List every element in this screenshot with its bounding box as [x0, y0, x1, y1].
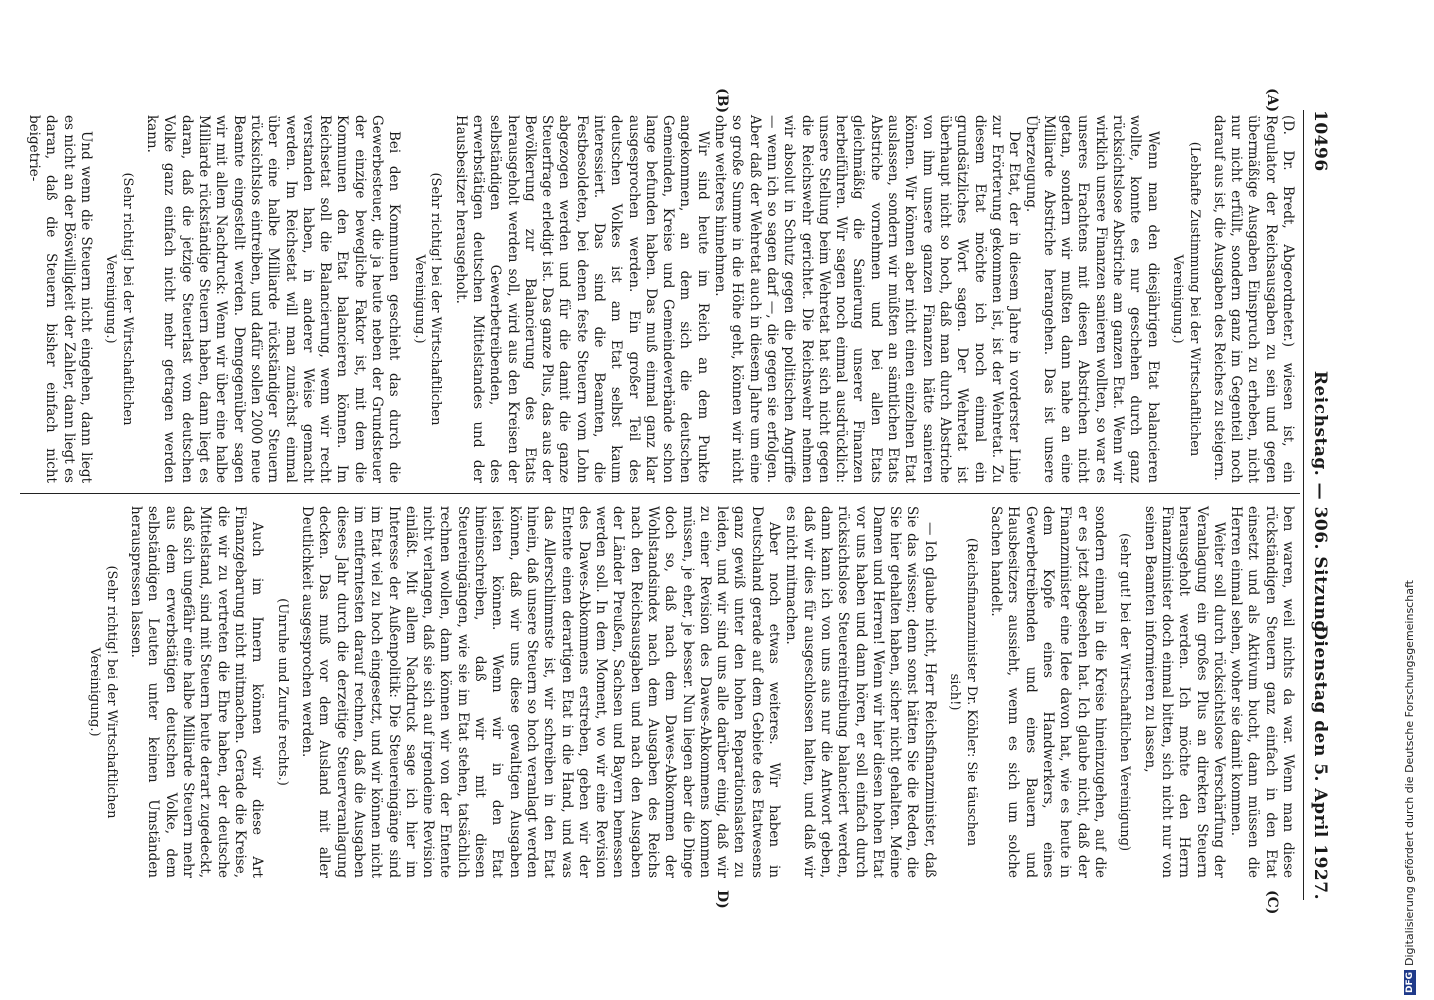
interjection: (Lebhafte Zustimmung bei der Wirtschaftlichen Vereinigung.) [1170, 141, 1202, 457]
interjection: (sehr gut! bei der Wirtschaftlichen Vereinigung) [1117, 532, 1133, 852]
running-title: Reichstag. — 306. Sitzung. [1310, 370, 1330, 640]
column-divider [20, 493, 1300, 494]
dfg-logo-icon: DFG [1405, 971, 1415, 993]
margin-marker-c: (C) [1264, 890, 1280, 915]
credit-text: Digitalisierung gefördert durch die Deutsche Forschungsgemeinschaft [1403, 580, 1416, 966]
interjection: (Sehr richtig! bei der Wirtschaftlichen Vereinigung.) [411, 172, 444, 426]
margin-marker-d: D) [714, 890, 730, 909]
interjection: (Sehr richtig! bei der Wirtschaftlichen Vereinigung.) [103, 172, 135, 426]
paragraph: Wenn man den diesjährigen Etat balancieren wollte, konnte es nur geschehen durch ganz rücksichtslose Abstriche am ganzen Etat. Wenn wir wirklich unsere Finanzen sanieren wollten, so war es unseres Erachtens mit diesen Abstrichen nicht getan, sondern wir mußten dann nahe an eine Milliarde Abstriche herangehen. Das ist unsere Überzeugung. [1023, 115, 1161, 483]
paragraph: Aber noch etwas weiteres. Wir haben in Deutschland gerade auf dem Gebiete des Etatwesens ganz gewiß unter den hohen Reparationslasten zu leiden, und wir sind uns alle darüber einig, daß wir zu einer Revision des Dawes-Abkommens kommen müssen, je eher, je besser. Nun liegen aber die Dinge doch so, daß nach dem Dawes-Abkommen der Wohlstandsindex nach dem Ausgaben des Reichs nach den Reichsausgaben und nach den Ausgaben der Länder Preußen, Sachsen und Bayern bemessen werden soll. In dem Moment, wo wir eine Revision des Dawes-Abkommens erstreben, geben wir der Entente einen derartigen Etat in die Hand, und was das Allerschlimmste ist, wir schreiben in den Etat hinein, daß unsere Steuern so hoch veranlagt werden können, daß wir uns diese gewaltigen Ausgaben leisten können. Wenn wir in den Etat hineinschreiben, daß wir mit diesen Steuereingängen, wie sie im Etat stehen, tatsächlich rechnen wollen, dann können wir von der Entente nicht verlangen, daß sie sich auf irgendeine Revision einläßt. Mit allem Nachdruck sage ich hier im Interesse der Außenpolitik: Die Steuereingänge sind im Etat viel zu hoch eingesetzt, und wir können nicht im entferntesten darauf rechnen, daß die Ausgaben dieses Jahr durch die derzeitige Steuerveranlagung decken. Das muß vor dem Ausland mit aller Deutlichkeit ausgesprochen werden. [299, 506, 783, 878]
paragraph: — Ich glaube nicht, Herr Reichsfinanzminister, daß Sie das wissen; denn sonst hätten Sie die Reden, die Sie hier gehalten haben, sicher nicht gehalten. Meine Damen und Herren! Wenn wir hier diesen hohen Etat vor uns haben und dann hören, er soll einfach durch rücksichtslose Steuereintreibung balanciert werden, dann kann ich von uns aus nur die Antwort geben, daß wir dies für ausgeschlossen halten, und daß wir es nicht mitmachen. [783, 506, 938, 878]
paragraph: Und wenn die Steuern nicht eingehen, dann liegt es nicht an der Böswilligkeit der Zahler, dann liegt es daran, daß die Steuern bisher einfach nicht beigetrie- [26, 115, 94, 483]
page-number: 10496 [1310, 110, 1330, 172]
paragraph: Bei den Kommunen geschieht das durch die Gewerbesteuer, die ja heute neben der Grundsteuer der einzige bewegliche Faktor ist, mit dem die Kommunen den Etat balancieren können. Im Reichsetat soll die Balancierung, wenn wir recht verstanden haben, in anderer Weise gemacht werden. Im Reichsetat will man zunächst einmal über eine halbe Milliarde rückständiger Steuern rücksichtslos eintreiben, und dafür sollen 2000 neue Beamte eingestellt werden. Demgegenüber sagen wir mit allem Nachdruck: Wenn wir über eine halbe Milliarde rückständige Steuern haben, dann liegt es daran, daß die jetzige Steuerlast vom deutschen Volke ganz einfach nicht mehr getragen werden kann. [144, 115, 403, 483]
session-date: Dienstag den 5. April 1927. [1310, 625, 1330, 900]
interjection: (Unruhe und Zurufe rechts.) [274, 598, 290, 786]
paragraph: Der Etat, der in diesem Jahre in vorderster Linie zur Erörterung gekommen ist, ist der Wehretat. Zu diesem Etat möchte ich noch einmal ein grundsätzliches Wort sagen. Der Wehretat ist überhaupt nicht so hoch, daß man durch Abstriche von ihm unsere ganzen Finanzen hätte sanieren können. Wir können aber nicht einen einzelnen Etat auslassen, sondern wir müßten an sämtlichen Etats Abstriche vornehmen und bei allen Etats gleichmäßig die Sanierung unserer Finanzen herbeiführen. Wir sagen noch einmal ausdrücklich: unsere Stellung beim Wehretat hat sich nicht gegen die Reichswehr gerichtet. Die Reichswehr nehmen wir absolut in Schutz gegen die politischen Angriffe — wenn ich so sagen darf —, die gegen sie erfolgen. Aber daß der Wehretat auch in diesem Jahre um eine so große Summe in die Höhe geht, können wir nicht ohne weiteres hinnehmen. [712, 115, 1023, 483]
right-column [78, 506, 1296, 878]
paragraph: Weiter soll durch rücksichtslose Verschärfung der Veranlagung ein großes Plus an direkten Steuern herausgeholt werden. Ich möchte den Herrn Finanzminister doch einmal bitten, sich nicht nur von seinen Beamten informieren zu lassen, [1141, 506, 1227, 878]
digitization-credit [1400, 580, 1420, 995]
left-column [25, 115, 1296, 483]
paragraph: ben waren, weil nichts da war. Wenn man diese rückständigen Steuern ganz einfach in den Etat einsetzt und als Aktivum bucht, dann müssen die Herren einmal sehen, woher sie damit kommen. [1228, 506, 1296, 878]
interjection: (Reichsfinanzminister Dr. Köhler: Sie täuschen sich!) [947, 537, 979, 847]
paragraph: Wir sind heute im Reich an dem Punkte angekommen, an dem sich die deutschen Gemeinden, Kreise und Gemeindeverbände schon lange befunden haben. Das muß einmal ganz klar ausgesprochen werden. Ein großer Teil des deutschen Volkes ist am Etat selbst kaum interessiert. Das sind die Beamten, die Festbesoldeten, bei denen feste Steuern vom Lohn abgezogen werden und für die damit die ganze Steuerfrage erledigt ist. Das ganze Plus, das aus der Bevölkerung zur Balancierung des Etats herausgeholt werden soll, wird aus den Kreisen der selbständigen Gewerbetreibenden, des erwerbstätigen deutschen Mittelstandes und der Hausbesitzer herausgeholt. [452, 115, 711, 483]
interjection: (Sehr richtig! bei der Wirtschaftlichen Vereinigung.) [87, 565, 119, 819]
scanned-page [10, 0, 1340, 1000]
page-header [1304, 110, 1334, 900]
margin-marker-b: (B) [714, 88, 730, 114]
margin-marker-a: (A) [1264, 88, 1280, 113]
paragraph: Auch im Innern können wir diese Art Finanzgebarung nicht mitmachen. Gerade die Kreise, die wir zu vertreten die Ehre haben, der deutsche Mittelstand, sind mit Steuern heute derart zugedeckt, daß sich ungefähr eine halbe Milliarde Steuern mehr aus dem erwerbstätigen deutschen Volke, dem selbständigen Leuten unter keinen Umständen herauspressen lassen. [128, 506, 266, 878]
paragraph: sondern einmal in die Kreise hineinzugehen, auf die er es jetzt abgesehen hat. Ich glaube nicht, daß der Finanzminister eine Idee davon hat, wie es heute in dem Kopfe eines Handwerkers, eines Gewerbetreibenden und eines Bauern und Hausbesitzers aussieht, wenn es sich um solche Sachen handelt. [988, 506, 1108, 878]
header-rule [1303, 110, 1304, 900]
paragraph: (D. Dr. Bredt, Abgeordneter.) wiesen ist, ein Regulator der Reichsausgaben zu sein und gegen übermäßige Ausgaben Einspruch zu erheben, nicht nur nicht erfüllt, sondern ganz im Gegenteil noch darauf aus ist, die Ausgaben des Reiches zu steigern. [1210, 115, 1296, 483]
